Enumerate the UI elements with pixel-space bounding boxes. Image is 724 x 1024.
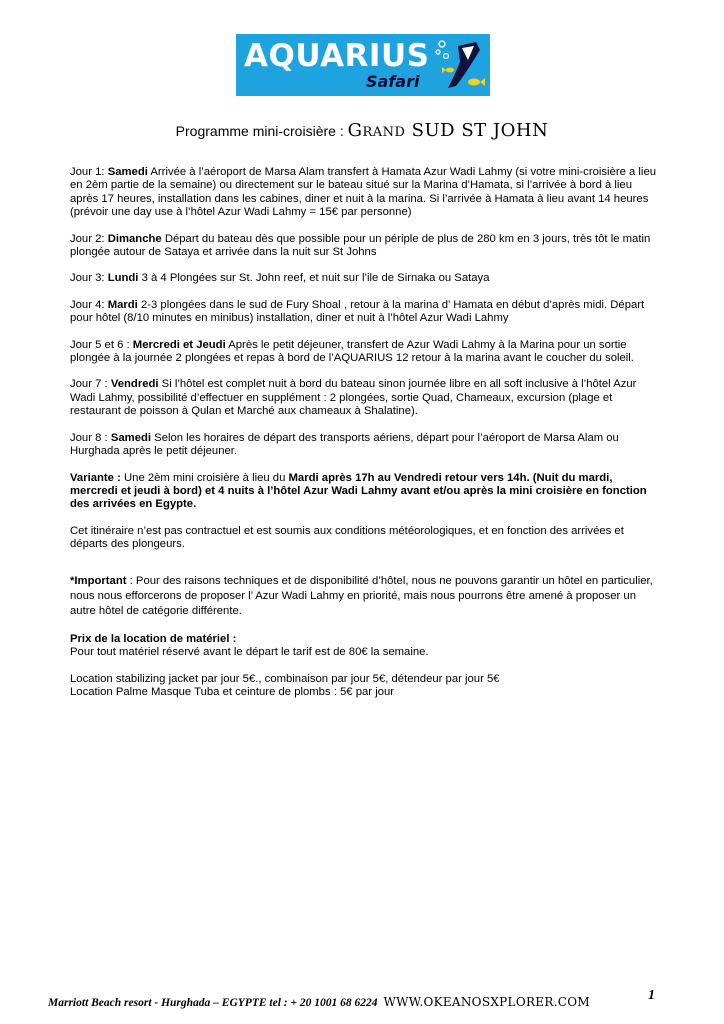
prix-line-3: Location Palme Masque Tuba et ceinture de plombs : 5€ par jour <box>70 685 395 698</box>
title-prefix: Programme mini-croisière : <box>175 123 348 139</box>
day-name: Samedi <box>110 431 152 444</box>
day-name: Vendredi <box>110 378 159 391</box>
variante-text: Une 2èm mini croisière à lieu du <box>120 471 289 484</box>
important-text: : Pour des raisons techniques et de disponibilité d’hôtel, nous ne pouvons garantir un hôtel en particulier, nous nous efforcerons de proposer l’ Azur Wadi Lahmy en priorité, mais nous pourrons être amené à proposer un autre hôtel de catégorie différente. <box>70 574 653 618</box>
day-5-6 <box>70 339 660 366</box>
day-name: Mardi <box>107 298 138 311</box>
aquarius-logo <box>236 34 490 96</box>
day-label: Jour 4: <box>70 298 108 311</box>
footer-contact: Marriott Beach resort - Hurghada – EGYPTE tel : + 20 1001 68 6224 <box>48 997 378 1009</box>
footer-website-link[interactable]: WWW.OKEANOSXPLORER.COM <box>383 995 591 1009</box>
day-text: Départ du bateau dès que possible pour un périple de plus de 280 km en 3 jours, très tôt le matin plongée autour de Sataya et arrivée dans la nuit sur St Johns <box>70 232 651 259</box>
day-name: Samedi <box>107 166 148 178</box>
disclaimer-paragraph: Cet itinéraire n’est pas contractuel et est soumis aux conditions météorologiques, et en fonction des arrivées et départs des plongeurs. <box>70 524 624 551</box>
variante-label: Variante : <box>70 471 121 484</box>
day-1 <box>70 166 660 220</box>
footer <box>48 993 668 1011</box>
logo-wordmark: AQUARIUS <box>244 38 430 74</box>
day-label: Jour 7 : <box>70 378 111 391</box>
day-8 <box>70 432 660 459</box>
prix-line-2: Location stabilizing jacket par jour 5€., combinaison par jour 5€, détendeur par jour 5€ <box>70 672 500 685</box>
day-7 <box>70 378 660 418</box>
day-text: Arrivée à l’aéroport de Marsa Alam transfert à Hamata Azur Wadi Lahmy (si votre mini-croisière a lieu en 2èm partie de la semaine) ou directement sur le bateau situé sur la Marina d’Hamata, si l’arrivée à bord à lieu après 17 heures, installation dans les cabines, diner et nuit à la marina. Si l’arrivée à Hamata à lieu avant 14 heures (prévoir une day use à l’hôtel Azur Wadi Lahmy = 15€ par personne) <box>70 166 657 219</box>
day-4 <box>70 299 660 326</box>
variante-bold-text: Mardi après 17h au Vendredi retour vers 14h. (Nuit du mardi, mercredi et jeudi à bord) et 4 nuits à l’hôtel Azur Wadi Lahmy avant et/ou après la mini croisière en fonction des arrivées en Egypte. <box>70 471 647 511</box>
page-title <box>0 120 724 141</box>
diver-icon <box>432 36 488 94</box>
day-label: Jour 8 : <box>70 431 111 444</box>
variante-paragraph <box>70 472 660 512</box>
day-text: Si l’hôtel est complet nuit à bord du bateau sinon journée libre en all soft inclusive à l’hôtel Azur Wadi Lahmy, possibilité d’effectuer en supplément : 2 plongées, sortie Quad, Chameaux, excursion (plage et restaurant de poisson à Qulan et Marché aux chameaux à Shalatine). <box>70 378 637 418</box>
day-2 <box>70 233 660 260</box>
day-label: Jour 5 et 6 : <box>70 338 133 351</box>
page-number: 1 <box>648 988 655 1003</box>
prix-line-1: Pour tout matériel réservé avant le départ le tarif est de 80€ la semaine. <box>70 646 429 659</box>
prix-heading: Prix de la location de matériel : <box>70 632 237 645</box>
day-name: Mercredi et Jeudi <box>132 338 226 351</box>
day-label: Jour 2: <box>70 232 108 245</box>
itinerary-content <box>70 166 660 699</box>
day-text: 3 à 4 Plongées sur St. John reef, et nuit sur l’ile de Sirnaka ou Sataya <box>138 272 490 285</box>
important-label: *Important <box>70 574 127 587</box>
title-main: Grand SUD ST JOHN <box>347 120 549 141</box>
logo-subtitle: Safari <box>366 72 420 91</box>
day-text: Après le petit déjeuner, transfert de Azur Wadi Lahmy à la Marina pour un sortie plongée à la journée 2 plongées et repas à bord de l’AQUARIUS 12 retour à la marina avant le coucher du soleil. <box>70 338 634 365</box>
day-name: Dimanche <box>107 232 162 245</box>
day-label: Jour 3: <box>70 272 108 285</box>
important-paragraph <box>70 574 660 620</box>
day-3 <box>70 272 660 285</box>
day-name: Lundi <box>107 272 139 285</box>
day-text: Selon les horaires de départ des transports aériens, départ pour l’aéroport de Marsa Alam ou Hurghada après le petit déjeuner. <box>70 431 619 458</box>
day-text: 2-3 plongées dans le sud de Fury Shoal , retour à la marina d’ Hamata en début d’après midi. Départ pour hôtel (8/10 minutes en minibus) installation, diner et nuit à l’hôtel Azur Wadi Lahmy <box>70 298 645 325</box>
day-label: Jour 1: <box>70 166 108 178</box>
